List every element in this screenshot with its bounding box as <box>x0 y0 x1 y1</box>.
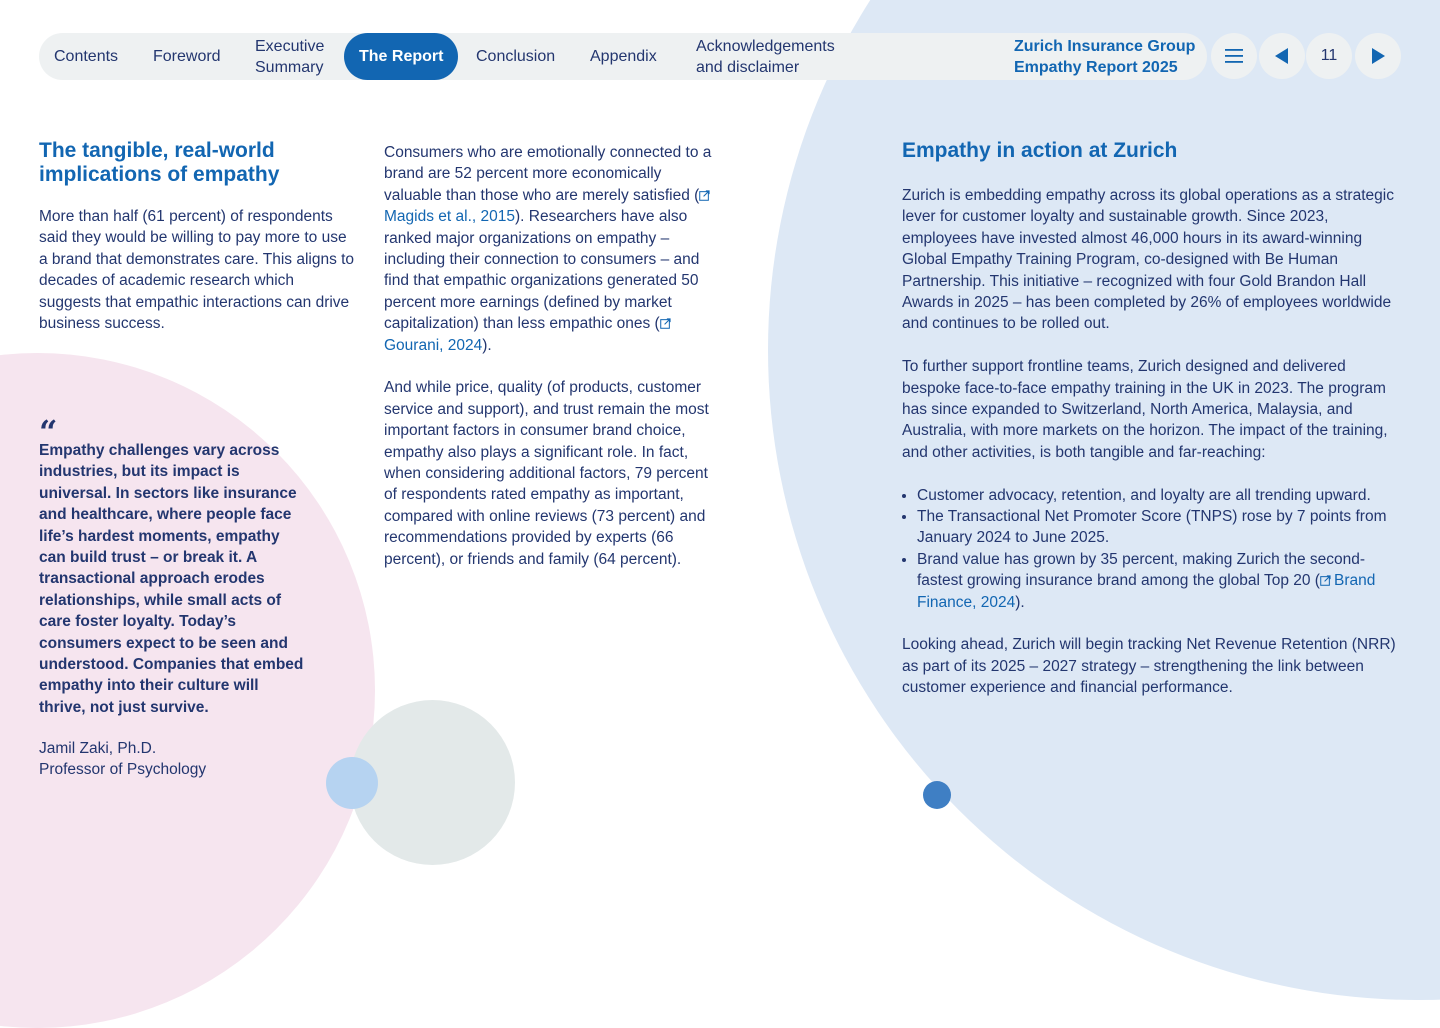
right-column <box>902 185 1402 720</box>
nav-the-report[interactable]: The Report <box>344 33 458 80</box>
left-paragraph: More than half (61 percent) of respondents said they would be willing to pay more to use a brand that demonstrates care. This aligns to decades of academic research which suggests that empathic interactions can drive business success. <box>39 208 355 333</box>
hamburger-icon <box>1225 49 1243 63</box>
report-title: Zurich Insurance Group Empathy Report 2025 <box>1014 38 1196 76</box>
middle-paragraph-2: And while price, quality (of products, customer service and support), and trust remain the most important factors in consumer brand choice, empathy also plays a significant role. In fact, when considering additional factors, 79 percent of respondents rated empathy as important, compared with online reviews (73 percent) and recommendations provided by experts (66 percent), or friends and family (64 percent). <box>384 379 709 568</box>
external-link-icon <box>660 318 671 329</box>
middle-paragraph-1: Consumers who are emotionally connected to a brand are 52 percent more economically valuable than those who are merely satisfied (Magids et al., 2015). Researchers have also ranked major organizations on empathy – including their connection to consumers – and find that empathic organizations generated 50 percent more earnings (defined by market capitalization) than less empathic ones (Gourani, 2024). <box>384 144 712 354</box>
left-heading: The tangible, real-world implications of empathy <box>39 139 280 186</box>
quote-author: Jamil Zaki, Ph.D. Professor of Psychology <box>39 740 207 779</box>
right-paragraph-3: Looking ahead, Zurich will begin tracking Net Revenue Retention (NRR) as part of its 2025 – 2027 strategy – strengthening the link between customer experience and financial performance. <box>902 636 1396 697</box>
list-item: • The Transactional Net Promoter Score (TNPS) rose by 7 points from January 2024 to June 2025. <box>917 506 1402 549</box>
nav-appendix[interactable]: Appendix <box>590 48 657 65</box>
pull-quote: Empathy challenges vary across industries, but its impact is universal. In sectors like insurance and healthcare, where people face life’s hardest moments, empathy can build trust – or break it. A transactional approach erodes relationships, while small acts of care foster loyalty. Today’s consumers expect to be seen and understood. Companies that embed empathy into their culture will thrive, not just survive. <box>39 442 304 716</box>
nav-conclusion[interactable]: Conclusion <box>476 48 556 65</box>
middle-column <box>384 142 714 592</box>
nav-acknowledgements[interactable]: Acknowledgements and disclaimer <box>696 37 835 76</box>
page-number: 11 <box>1306 33 1352 79</box>
right-heading: Empathy in action at Zurich <box>902 139 1178 162</box>
quote-icon: “ <box>39 413 58 451</box>
impact-list <box>902 485 1402 613</box>
menu-button[interactable] <box>1211 33 1257 79</box>
nav-executive-summary[interactable]: Executive Summary <box>255 37 325 76</box>
previous-page-button[interactable] <box>1259 33 1305 79</box>
list-item: • Brand value has grown by 35 percent, making Zurich the second-fastest growing insurance brand among the global Top 20 ( Brand Finance, 2024). <box>917 549 1402 613</box>
top-navigation <box>39 33 1207 80</box>
citation-link-magids[interactable]: Magids et al., 2015 <box>384 187 713 225</box>
nav-foreword[interactable]: Foreword <box>153 48 221 65</box>
list-item: • Customer advocacy, retention, and loyalty are all trending upward. <box>917 485 1402 506</box>
decorative-light-blue-dot <box>326 757 378 809</box>
decorative-blue-dot <box>923 781 951 809</box>
triangle-right-icon <box>1371 48 1385 64</box>
right-paragraph-1: Zurich is embedding empathy across its global operations as a strategic lever for customer loyalty and sustainable growth. Since 2023, employees have invested almost 46,000 hours in its award-winning Global Empathy Training Program, co-designed with Be Human Partnership. This initiative – recognized with four Gold Brandon Hall Awards in 2025 – has been completed by 26% of employees worldwide and continues to be rolled out. <box>902 187 1394 333</box>
citation-link-gourani[interactable]: Gourani, 2024 <box>384 315 674 353</box>
external-link-icon <box>1320 575 1331 586</box>
external-link-icon <box>699 190 710 201</box>
nav-contents[interactable]: Contents <box>54 48 119 65</box>
triangle-left-icon <box>1275 48 1289 64</box>
citation-link-brand-finance[interactable]: Brand Finance, 2024 <box>917 572 1376 611</box>
next-page-button[interactable] <box>1355 33 1401 79</box>
right-paragraph-2: To further support frontline teams, Zurich designed and delivered bespoke face-to-face empathy training in the UK in 2023. The program has since expanded to Switzerland, North America, Malaysia, and Australia, with more markets on the horizon. The impact of the training, and other activities, is both tangible and far-reaching: <box>902 358 1388 461</box>
